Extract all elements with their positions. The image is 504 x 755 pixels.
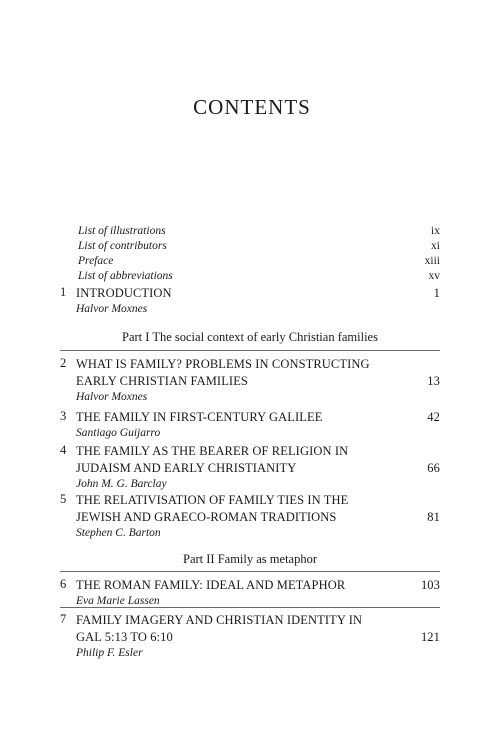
divider: [60, 571, 440, 572]
chapter-author: John M. G. Barclay: [76, 478, 167, 490]
chapter-number: 1: [60, 285, 67, 299]
chapter-page: 1: [433, 286, 440, 300]
front-matter-item[interactable]: [78, 224, 440, 239]
chapter-title: THE FAMILY AS THE BEARER OF RELIGION IN: [76, 444, 349, 458]
chapter-page: 121: [420, 630, 440, 644]
chapter-title: INTRODUCTION: [76, 286, 172, 300]
front-matter-list: [78, 224, 440, 284]
chapter-author: Santiago Guijarro: [76, 427, 161, 439]
divider: [60, 350, 440, 351]
chapter-entry[interactable]: [60, 285, 440, 317]
chapter-page: 66: [427, 461, 440, 475]
chapter-number: 3: [60, 409, 67, 423]
chapter-number: 6: [60, 577, 67, 591]
chapter-entry[interactable]: [60, 356, 440, 405]
chapter-title: THE FAMILY IN FIRST-CENTURY GALILEE: [76, 410, 323, 424]
chapter-title: THE ROMAN FAMILY: IDEAL AND METAPHOR: [76, 578, 346, 592]
chapter-title: GAL 5:13 TO 6:10: [76, 630, 173, 644]
chapter-number: 5: [60, 492, 67, 506]
chapter-title: JUDAISM AND EARLY CHRISTIANITY: [76, 461, 297, 475]
front-matter-title: List of contributors: [78, 240, 167, 252]
chapter-page: 81: [427, 510, 440, 524]
front-matter-item[interactable]: [78, 239, 440, 254]
chapter-author: Stephen C. Barton: [76, 527, 161, 539]
chapter-title: EARLY CHRISTIAN FAMILIES: [76, 374, 248, 388]
chapter-number: 7: [60, 612, 67, 626]
front-matter-title: List of illustrations: [78, 225, 166, 237]
chapter-author: Philip F. Esler: [76, 647, 143, 659]
chapter-author: Halvor Moxnes: [76, 303, 148, 315]
chapter-entry[interactable]: [60, 612, 440, 661]
front-matter-page: xi: [431, 240, 440, 252]
chapter-entry[interactable]: [60, 492, 440, 541]
chapter-title: THE RELATIVISATION OF FAMILY TIES IN THE: [76, 493, 349, 507]
chapter-title: WHAT IS FAMILY? PROBLEMS IN CONSTRUCTING: [76, 357, 370, 371]
front-matter-page: xv: [428, 270, 440, 282]
chapter-title: FAMILY IMAGERY AND CHRISTIAN IDENTITY IN: [76, 613, 363, 627]
chapter-author: Halvor Moxnes: [76, 391, 148, 403]
chapter-number: 4: [60, 443, 67, 457]
chapter-number: 2: [60, 356, 67, 370]
chapter-entry[interactable]: [60, 409, 440, 441]
front-matter-title: List of abbreviations: [78, 270, 173, 282]
front-matter-page: xiii: [424, 255, 440, 267]
chapter-author: Eva Marie Lassen: [76, 595, 160, 607]
chapter-entry[interactable]: [60, 577, 440, 609]
front-matter-item[interactable]: [78, 254, 440, 269]
front-matter-item[interactable]: [78, 269, 440, 284]
chapter-page: 13: [427, 374, 440, 388]
part-heading: Part I The social context of early Christian families: [122, 330, 378, 344]
page-title: CONTENTS: [193, 95, 311, 119]
chapter-page: 103: [420, 578, 440, 592]
chapter-title: JEWISH AND GRAECO-ROMAN TRADITIONS: [76, 510, 337, 524]
front-matter-page: ix: [431, 225, 440, 237]
chapter-page: 42: [427, 410, 440, 424]
part-heading: Part II Family as metaphor: [183, 552, 317, 566]
front-matter-title: Preface: [78, 255, 114, 267]
divider: [60, 607, 440, 608]
chapter-entry[interactable]: [60, 443, 440, 492]
